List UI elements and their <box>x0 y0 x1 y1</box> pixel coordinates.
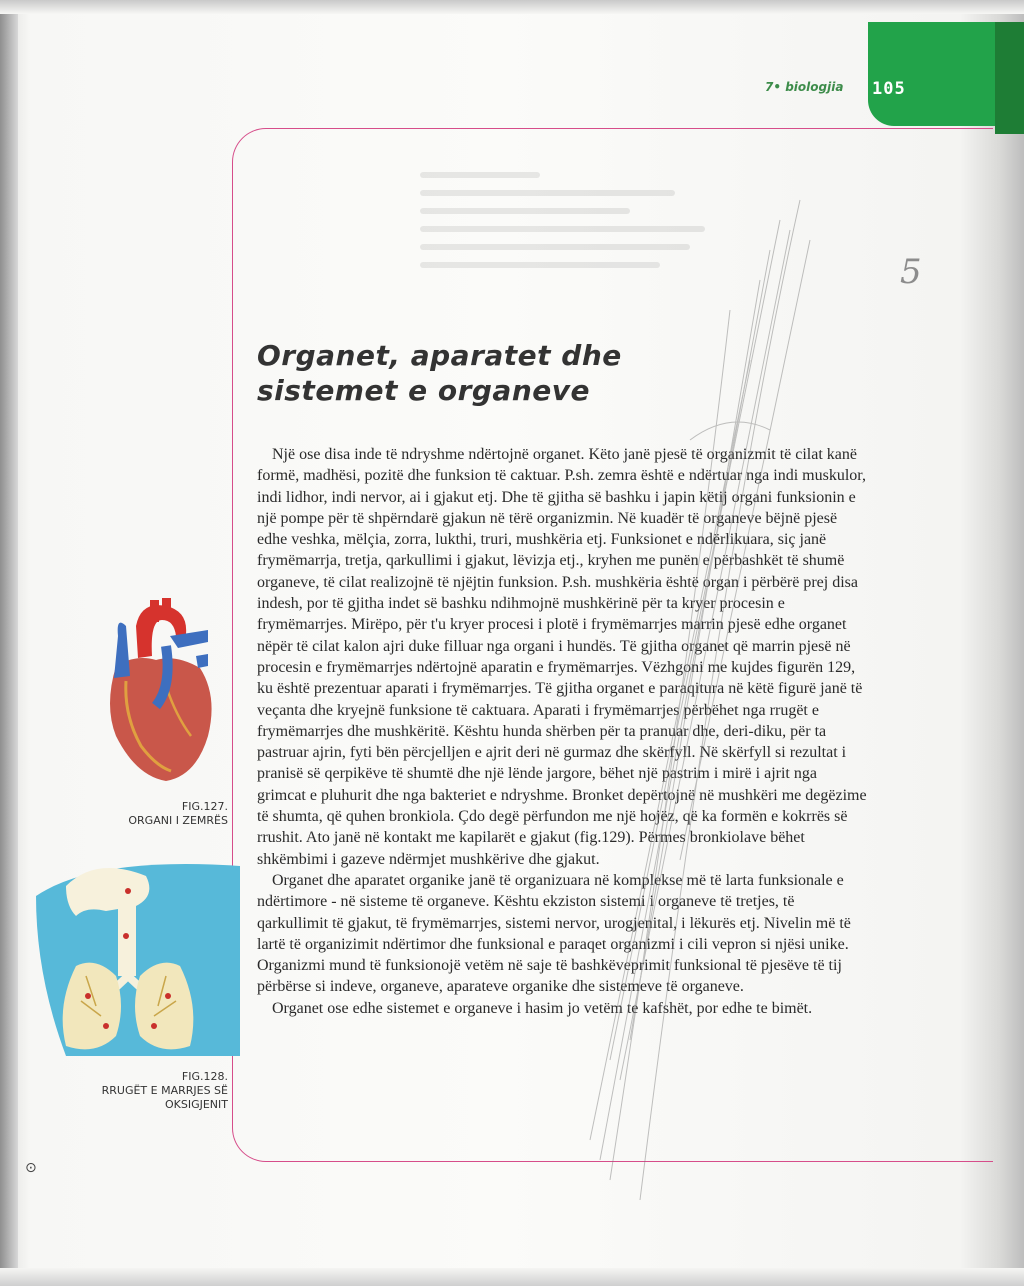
page-title <box>257 338 677 408</box>
page-binding-shadow <box>0 0 18 1286</box>
heart-illustration <box>96 596 220 786</box>
respiratory-tract-illustration <box>36 856 240 1056</box>
fig-128-title-line-1: RRUGËT E MARRJES SË <box>101 1084 228 1097</box>
paragraph-3: Organet ose edhe sistemet e organeve i hasim jo vetëm te kafshët, por edhe te bimët. <box>272 999 813 1017</box>
fig-128-caption <box>80 1070 228 1112</box>
body-text <box>257 444 867 1019</box>
subject-label: 7• biologjia <box>765 80 844 94</box>
pencil-note: 5 <box>900 252 922 292</box>
page-top-shadow <box>0 0 1024 14</box>
fig-128-number: FIG.128. <box>181 1070 228 1083</box>
show-through-text <box>420 160 720 320</box>
page-marker-icon: ⊙ <box>25 1160 37 1176</box>
fig-127-title: ORGANI I ZEMRËS <box>128 814 228 827</box>
title-line-2: sistemet e organeve <box>257 374 590 407</box>
fig-127-caption <box>100 800 228 828</box>
fig-127-number: FIG.127. <box>181 800 228 813</box>
paragraph-1: Një ose disa inde të ndryshme ndërtojnë organet. Këto janë pjesë të organizmit të cilat kanë formë, madhësi, pozitë dhe funksion të caktuar. P.sh. zemra është e ndërtuar nga indi muskulor, indi lidhor, indi nervor, ai i gjakut etj. Dhe të gjitha së bashku i japin këtij organi funksionin e një pompe për të shpërndarë gjakun në tërë organizmin. Në kuadër të organeve bëjnë pjesë edhe veshka, mëlçia, zorra, lukthi, truri, mushkëria etj. Funksionet e ndërlikuara, siç janë frymëmarrja, tretja, qarkullimi i gjakut, lëvizja etj., kryhen me punën e përbashkët të shumë organeve, të cilat realizojnë të njëjtin funksion. P.sh. mushkëria është organ i përbërë prej disa indesh, por të gjitha indet së bashku ndihmojnë mushkërinë për ta kryer procesin e frymëmarrjes. Mirëpo, për t'u kryer procesi i plotë i frymëmarrjes marrin pjesë edhe organet nëpër të cilat kalon ajri duke filluar nga organi i hundës. Të gjitha organet që marrin pjesë në procesin e frymëmarrjes ndërtojnë aparatin e frymëmarrjes. Vëzhgoni me kujdes figurën 129, ku është prezentuar aparati i frymëmarrjes. Të gjitha organet e paraqitura në këtë figurë janë të veçanta dhe kryejnë funksione të caktuara. Aparati i frymëmarrjes përbëhet nga rrugët e frymëmarrjes dhe mushkëritë. Kështu hunda shërben për ta pranuar dhe, deri-diku, për ta pastruar ajrin, fyti bën përcjelljen e ajrit deri në gurmaz dhe skërfyll. Në skërfyll si rezultat i pranisë së qerpikëve të shumtë dhe një lënde jargore, bëhet një pastrim i mirë i ajrit nga grimcat e pluhurit dhe nga bakteriet e ndryshme. Bronket depërtojnë në mushkëri me degëzime të shumta, që quhen bronkiola. Çdo degë përfundon me një hojëz, që ka formën e kokrrës së rrushit. Ato janë në kontakt me kapilarët e gjakut (fig.129). Përmes bronkiolave bëhet shkëmbimi i gazeve ndërmjet mushkërive dhe gjakut. <box>257 446 867 868</box>
fig-128-title-line-2: OKSIGJENIT <box>164 1098 228 1111</box>
page-number: 105 <box>872 79 906 99</box>
page-bottom-edge <box>0 1268 1024 1286</box>
paragraph-2: Organet dhe aparatet organike janë të organizuara në komplekse më të larta funksionale e ndërtimore - në sisteme të organeve. Kështu ekziston sistemi i organeve të tretjes, të qarkullimit të gjakut, të frymëmarrjes, sistemi nervor, urogjenital, i lëkurës etj. Nivelin më të lartë të organizimit ndërtimor dhe funksional e paraqet organizmi i cili vepron si njësi unike. Organizmi mund të funksionojë vetëm në saje të bashkëveprimit funksional të pjesëve të tij përbërse si indeve, organeve, aparateve organike dhe sistemeve të organeve. <box>257 871 851 996</box>
tab-edge <box>995 22 1024 134</box>
title-line-1: Organet, aparatet dhe <box>257 339 622 372</box>
